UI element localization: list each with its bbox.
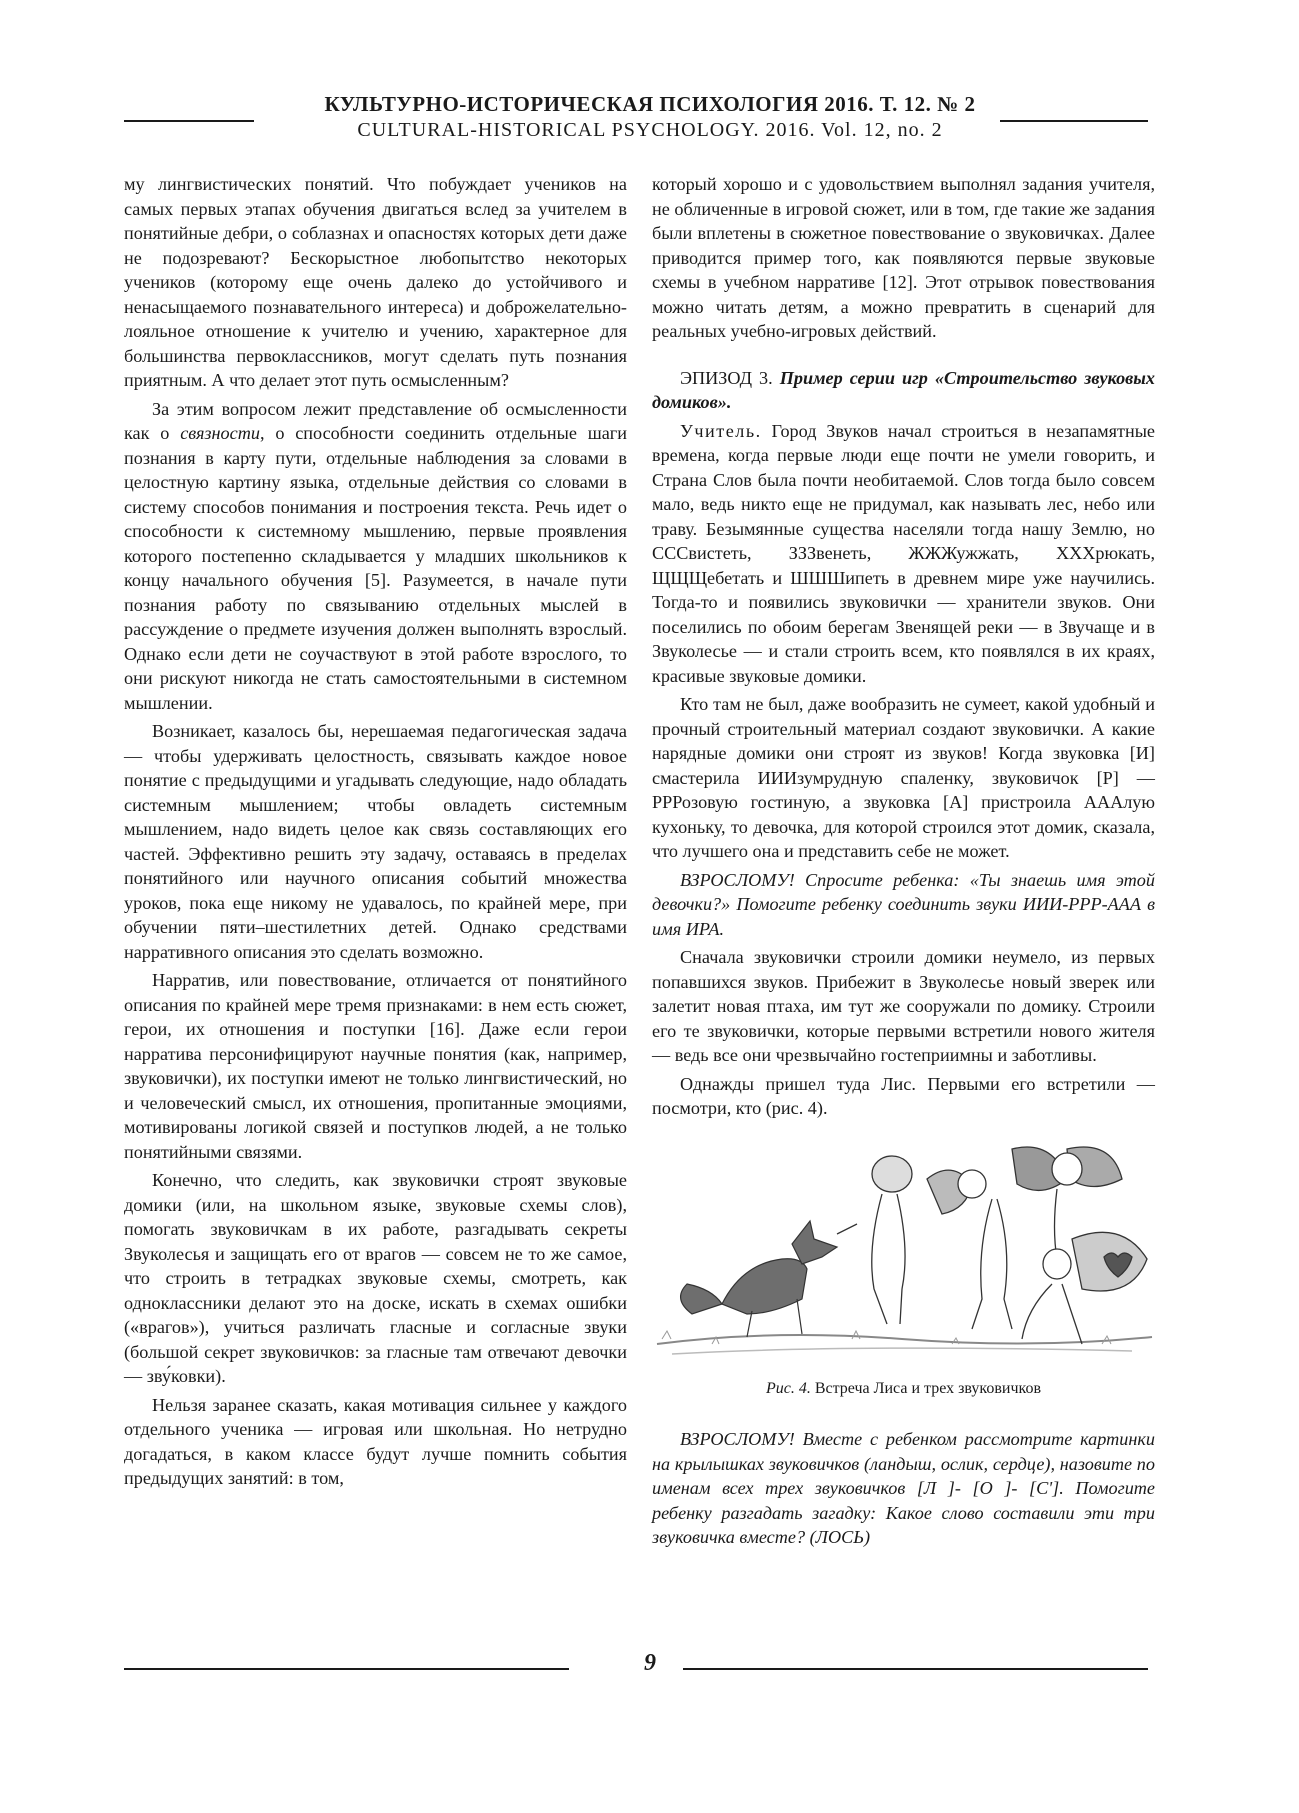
paragraph: Сначала звуковички строили домики неумело, из первых попавшихся звуков. Прибежит в Звуколесье новый зверек или залетит новая птаха, им тут же сооружали по домику. Строили его те звуковички, которые первыми встретили нового жителя — ведь все они чрезвычайно гостеприимны и заботливы.: [652, 947, 1155, 1065]
fox-and-sound-elves-drawing: [652, 1139, 1155, 1369]
paragraph: За этим вопросом лежит представление об осмысленности как о связности, о способности соединить отдельные шаги познания в карту пути, отдельные наблюдения за словами в целостную картину языка, отдельные действия со словами в систему способов понимания и построения текста. Речь идет о способности к системному мышлению, первые проявления которого постепенно складывается у младших школьников к концу начального обучения [5]. Разумеется, в начале пути познания работу по связыванию отдельных мыслей в рассуждение о предмете изучения должен выполнять взрослый. Однако если дети не соучаствуют в этой работе взрослого, то они рискуют никогда не стать самостоятельными в системном мышлении.: [124, 398, 627, 713]
figure-4-illustration: [652, 1139, 1155, 1369]
journal-title-ru: КУЛЬТУРНО-ИСТОРИЧЕСКАЯ ПСИХОЛОГИЯ 2016. Т. 12. № 2: [324, 92, 976, 116]
paragraph: Кто там не был, даже вообразить не сумеет, какой удобный и прочный строительный материал создают звуковички. А какие нарядные домики они строят из звуков! Когда звуковка [И] смастерила ИИИзумрудную спаленку, звуковичок [Р] — РРРозовую гостиную, а звуковка [А] пристроила АААлую кухоньку, то девочка, для которой строился этот домик, сказала, что лучшего она и представить себе не может.: [652, 694, 1155, 861]
fox-figure: [681, 1221, 837, 1337]
paragraph: Однажды пришел туда Лис. Первыми его встретили — посмотри, кто (рис. 4).: [652, 1073, 1155, 1118]
paragraph: Нарратив, или повествование, отличается от понятийного описания по крайней мере тремя признаками: в нем есть сюжет, герои, их отношения и поступки [16]. Даже если герои нарратива персонифицируют научные понятия (как, например, звуковички), их поступки имеют не только лингвистический, но и человеческий смысл, их отношения, пропитанные эмоциями, мотивированы логикой связей и поступков людей, а не только понятийными связями.: [124, 970, 627, 1162]
right-column: [652, 172, 1155, 1550]
adult-note: ВЗРОСЛОМУ! Вместе с ребенком рассмотрите картинки на крылышках звуковичков (ландыш, ослик, сердце), назовите по именам всех трех звуковичков [Л ]- [О ]- [С']. Помогите ребенку разгадать загадку: Какое слово составили эти три звуковичка вместе? (ЛОСЬ): [652, 1429, 1155, 1547]
paragraph: Конечно, что следить, как звуковички строят звуковые домики (или, на школьном языке, звуковые схемы слов), помогать звуковичкам в их работе, разгадывать секреты Звуколесья и защищать его от врагов — совсем не то же самое, что строить в тетрадках звуковые схемы, смотреть, как одноклассники делают это на доске, искать в схемах ошибки («врагов»), учиться различать гласные и согласные звуки (большой секрет звуковичков: за гласные там отвечают девочки — зву́ковки).: [124, 1170, 627, 1386]
paragraph: который хорошо и с удовольствием выполнял задания учителя, не обличенные в игровой сюжет, или в том, где такие же задания были вплетены в сюжетное повествование о звуковичках. Далее приводится пример того, как появляются первые звуковые схемы в учебном нарративе [12]. Этот отрывок повествования можно читать детям, а можно превратить в сценарий для реальных учебно-игровых действий.: [652, 174, 1155, 341]
elf-figure-2: [927, 1170, 1012, 1329]
paragraph: Нельзя заранее сказать, какая мотивация сильнее у каждого отдельного ученика — игровая или школьная. Но нетрудно догадаться, в каком классе будут лучше помнить события предыдущих занятий: в том,: [124, 1394, 627, 1488]
journal-title-en: CULTURAL-HISTORICAL PSYCHOLOGY. 2016. Vol. 12, no. 2: [357, 119, 943, 141]
left-column: [124, 172, 627, 1491]
elf-figure-1: [837, 1156, 912, 1324]
paragraph: Возникает, казалось бы, нерешаемая педагогическая задача — чтобы удерживать целостность, связывать каждое новое понятие с предыдущими и угадывать следующие, надо обладать системным мышлением; чтобы овладеть системным мышлением, надо видеть целое как связь составляющих его частей. Эффективно решить эту задачу, оставаясь в пределах понятийного или научного описания событий множества уроков, пока еще никому не удавалось, по крайней мере, при обучении пяти–шестилетних детей. Однако средствами нарративного описания это сделать возможно.: [124, 721, 627, 962]
adult-note: ВЗРОСЛОМУ! Спросите ребенка: «Ты знаешь имя этой девочки?» Помогите ребенку соединить звуки ИИИ-РРР-ААА в имя ИРА.: [652, 869, 1155, 939]
running-header: [0, 86, 1299, 146]
footer-rule-right: [683, 1668, 1148, 1670]
header-rule-left: [124, 120, 254, 122]
elf-figure-4: [1022, 1232, 1147, 1344]
paragraph: Учитель. Город Звуков начал строиться в незапамятные времена, когда первые люди еще почти не умели говорить, и Страна Слов была почти необитаемой. Слов тогда было совсем мало, ведь никто еще не придумал, как называть лес, небо или траву. Безымянные существа населяли тогда нашу Землю, но СССвистеть, ЗЗЗвенеть, ЖЖЖужжать, ХХХрюкать, ЩЩЩебетать и ШШШипеть в древнем мире уже научились. Тогда-то и появились звуковички — хранители звуков. Они поселились по обоим берегам Звенящей реки — в Звучаще и в Звуколесье — и стали строить всем, кто появлялся в их краях, красивые звуковые домики.: [652, 420, 1155, 686]
episode-heading: ЭПИЗОД 3. Пример серии игр «Строительство звуковых домиков».: [652, 367, 1155, 412]
page-footer: [0, 1648, 1299, 1688]
figure-caption: Рис. 4. Встреча Лиса и трех звуковичков: [765, 1379, 1042, 1397]
page-number: 9: [644, 1650, 656, 1676]
paragraph: му лингвистических понятий. Что побуждает учеников на самых первых этапах обучения двигаться вслед за учителем в понятийные дебри, о соблазнах и опасностях которых дети даже не подозревают? Бескорыстное любопытство некоторых учеников (которому еще очень далеко до устойчивого и ненасыщаемого познавательного интереса) и доброжелательно-лояльное отношение к учителю и учению, характерное для большинства первоклассников, могут сделать путь познания приятным. А что делает этот путь осмысленным?: [124, 174, 627, 390]
footer-rule-left: [124, 1668, 569, 1670]
